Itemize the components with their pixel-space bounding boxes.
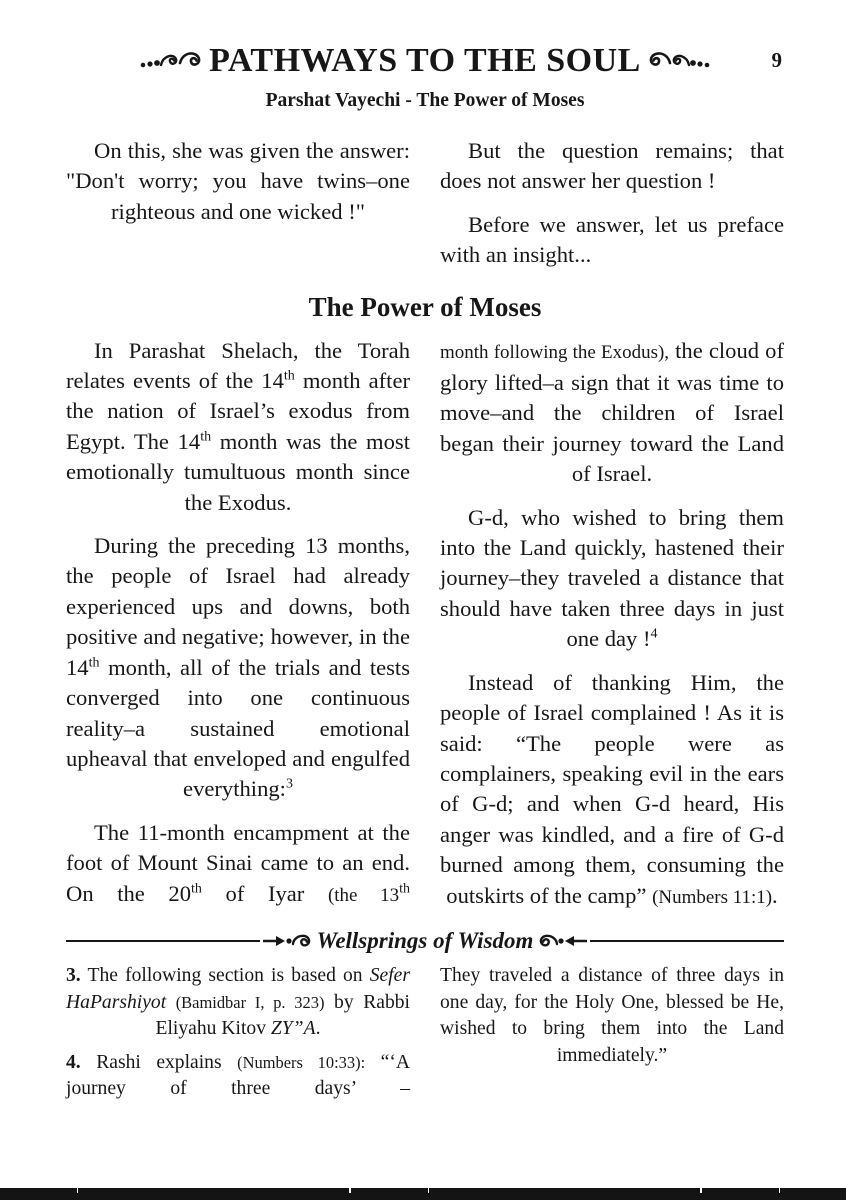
paragraph: The 11-month encampment at the foot of Mount Sinai came to an end. On the 20th of Iyar (the 13th (66, 819, 411, 906)
divider-rule-left (66, 940, 260, 942)
footnote: 4. Rashi explains (Numbers 10:33): “‘A journey of three days’ – (66, 1051, 411, 1100)
page-title: PATHWAYS TO THE SOUL (209, 42, 641, 79)
paragraph: During the preceding 13 months, the people of Israel had already experienced ups and downs, both positive and negative; however, in the 14th month, all of the trials and tests converged into one continuous reality–a sustained emotional upheaval that enveloped and engulfed everything:$^3$ (66, 533, 410, 802)
paragraph: On this, she was given the answer: "Don't worry; you have twins–one righteous and one wicked !" (66, 138, 410, 224)
footnotes-right-column (440, 963, 784, 1103)
page-header (66, 34, 784, 88)
divider-rule-right (590, 940, 784, 942)
paragraph: Instead of thanking Him, the people of Israel complained ! As it is said: “The people were as complainers, speaking evil in the ears of G-d; and when G-d heard, His anger was kindled, and a fire of G-d burned among them, consuming the outskirts of the camp” (Numbers 11:1). (440, 669, 784, 908)
section-columns (66, 336, 784, 913)
intro-right-column (440, 136, 784, 271)
footnote-divider (66, 928, 784, 954)
divider-flourish-right-icon (539, 931, 587, 951)
paragraph: Before we answer, let us preface with an insight... (440, 211, 784, 268)
footnotes-left-column (66, 963, 410, 1103)
section-left-column (66, 336, 410, 913)
paragraph: In Parashat Shelach, the Torah relates events of the 14th month after the nation of Israel’s exodus from Egypt. The 14th month was the most emotionally tumultuous month since the Exodus. (66, 337, 410, 515)
paragraph: But the question remains; that does not answer her question ! (440, 138, 784, 194)
paragraph: month following the Exodus), the cloud of glory lifted–a sign that it was time to move–and the children of Israel began their journey toward the Land of Israel. (440, 337, 784, 487)
footnotes-columns (66, 963, 784, 1103)
intro-columns (66, 136, 784, 271)
flourish-right-icon (649, 48, 711, 74)
intro-left-column (66, 136, 410, 271)
footnote: They traveled a distance of three days in one day, for the Holy One, blessed be He, wished to bring them into the Land immediately.” (440, 964, 784, 1066)
section-right-column (440, 336, 784, 913)
flourish-left-icon (139, 48, 201, 74)
paragraph: G-d, who wished to bring them into the Land quickly, hastened their journey–they traveled a distance that should have taken three days in just one day !$^4$ (440, 504, 784, 652)
page-subtitle: Parshat Vayechi - The Power of Moses (265, 90, 585, 111)
page-bottom-edge (0, 1188, 846, 1200)
footnote-section-title: Wellsprings of Wisdom (316, 927, 534, 953)
page-number: 9 (771, 48, 782, 72)
divider-flourish-left-icon (263, 931, 311, 951)
footnote: 3. The following section is based on Sefer HaParshiyot (Bamidbar I, p. 323) by Rabbi Eliyahu Kitov ZY”A. (66, 964, 410, 1040)
section-heading: The Power of Moses (308, 291, 542, 322)
